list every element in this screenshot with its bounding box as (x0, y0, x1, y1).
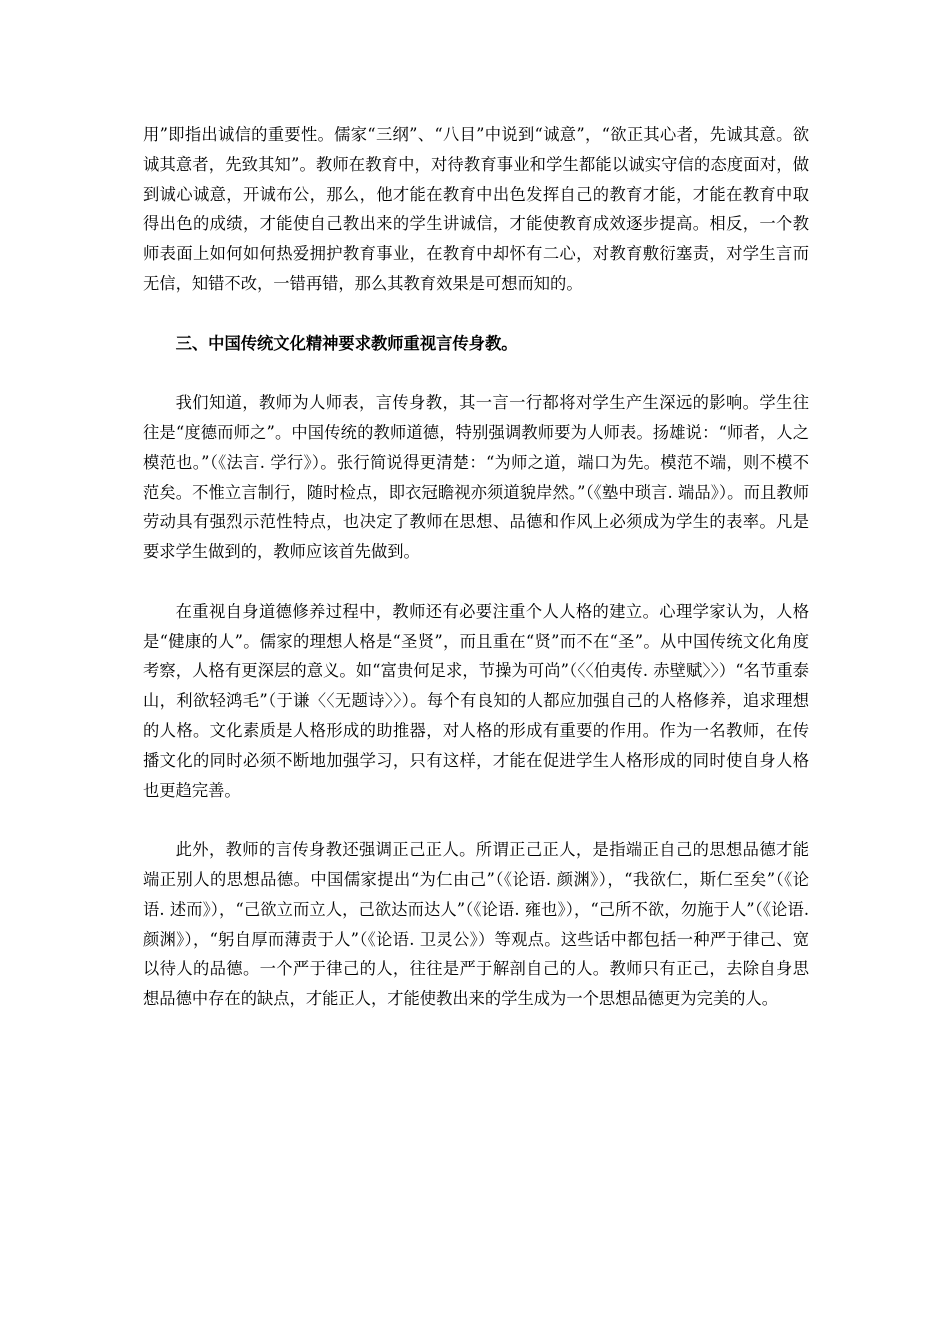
paragraph-self-correction: 此外，教师的言传身教还强调正己正人。所谓正己正人，是指端正自己的思想品德才能端正别人的思想品德。中国儒家提出“为仁由己”（《论语. 颜渊》），“我欲仁，斯仁至矣”（《论语. 述而》），“己欲立而立人，己欲达而达人”（《论语. 雍也》），“己所不欲，勿施于人”（《论语. 颜渊》），“躬自厚而薄责于人”（《论语. 卫灵公》）等观点。这些话中都包括一种严于律己、宽以待人的品德。一个严于律己的人，往往是严于解剖自己的人。教师只有正己，去除自身思想品德中存在的缺点，才能正人，才能使教出来的学生成为一个思想品德更为完美的人。 (143, 840, 810, 1009)
paragraph-role-model: 我们知道，教师为人师表，言传身教，其一言一行都将对学生产生深远的影响。学生往往是“度德而师之”。中国传统的教师道德，特别强调教师要为人师表。扬雄说：“师者，人之模范也。”（《法言. 学行》）。张行简说得更清楚：“为师之道，端口为先。模范不端，则不模不范矣。不惟立言制行，随时检点，即衣冠瞻视亦须道貌岸然。”（《塾中琐言. 端品》）。而且教师劳动具有强烈示范性特点，也决定了教师在思想、品德和作风上必须成为学生的表率。凡是要求学生做到的，教师应该首先做到。 (143, 393, 809, 562)
paragraph-integrity-continued: 用”即指出诚信的重要性。儒家“三纲”、“八目”中说到“诚意”，“欲正其心者，先诚其意。欲诚其意者，先致其知”。教师在教育中，对待教育事业和学生都能以诚实守信的态度面对，做到诚心诚意，开诚布公，那么，他才能在教育中出色发挥自己的教育才能，才能在教育中取得出色的成绩，才能使自己教出来的学生讲诚信，才能使教育成效逐步提高。相反，一个教师表面上如何如何热爱拥护教育事业，在教育中却怀有二心，对教育敷衍塞责，对学生言而无信，知错不改，一错再错，那么其教育效果是可想而知的。 (143, 125, 809, 293)
paragraph-personality: 在重视自身道德修养过程中，教师还有必要注重个人人格的建立。心理学家认为，人格是“健康的人”。儒家的理想人格是“圣贤”，而且重在“贤”而不在“圣”。从中国传统文化角度考察，人格有更深层的意义。如“富贵何足求，节操为可尚”（〈〈伯夷传. 赤壁赋〉〉）“名节重泰山，利欲轻鸿毛”（于谦〈〈无题诗〉〉）。每个有良知的人都应加强自己的人格修养，追求理想的人格。文化素质是人格形成的助推器，对人格的形成有重要的作用。作为一名教师，在传播文化的同时必须不断地加强学习，只有这样，才能在促进学生人格形成的同时使自身人格也更趋完善。 (143, 601, 809, 800)
section-heading: 三、中国传统文化精神要求教师重视言传身教。 (175, 333, 518, 353)
document-page (143, 120, 809, 1044)
